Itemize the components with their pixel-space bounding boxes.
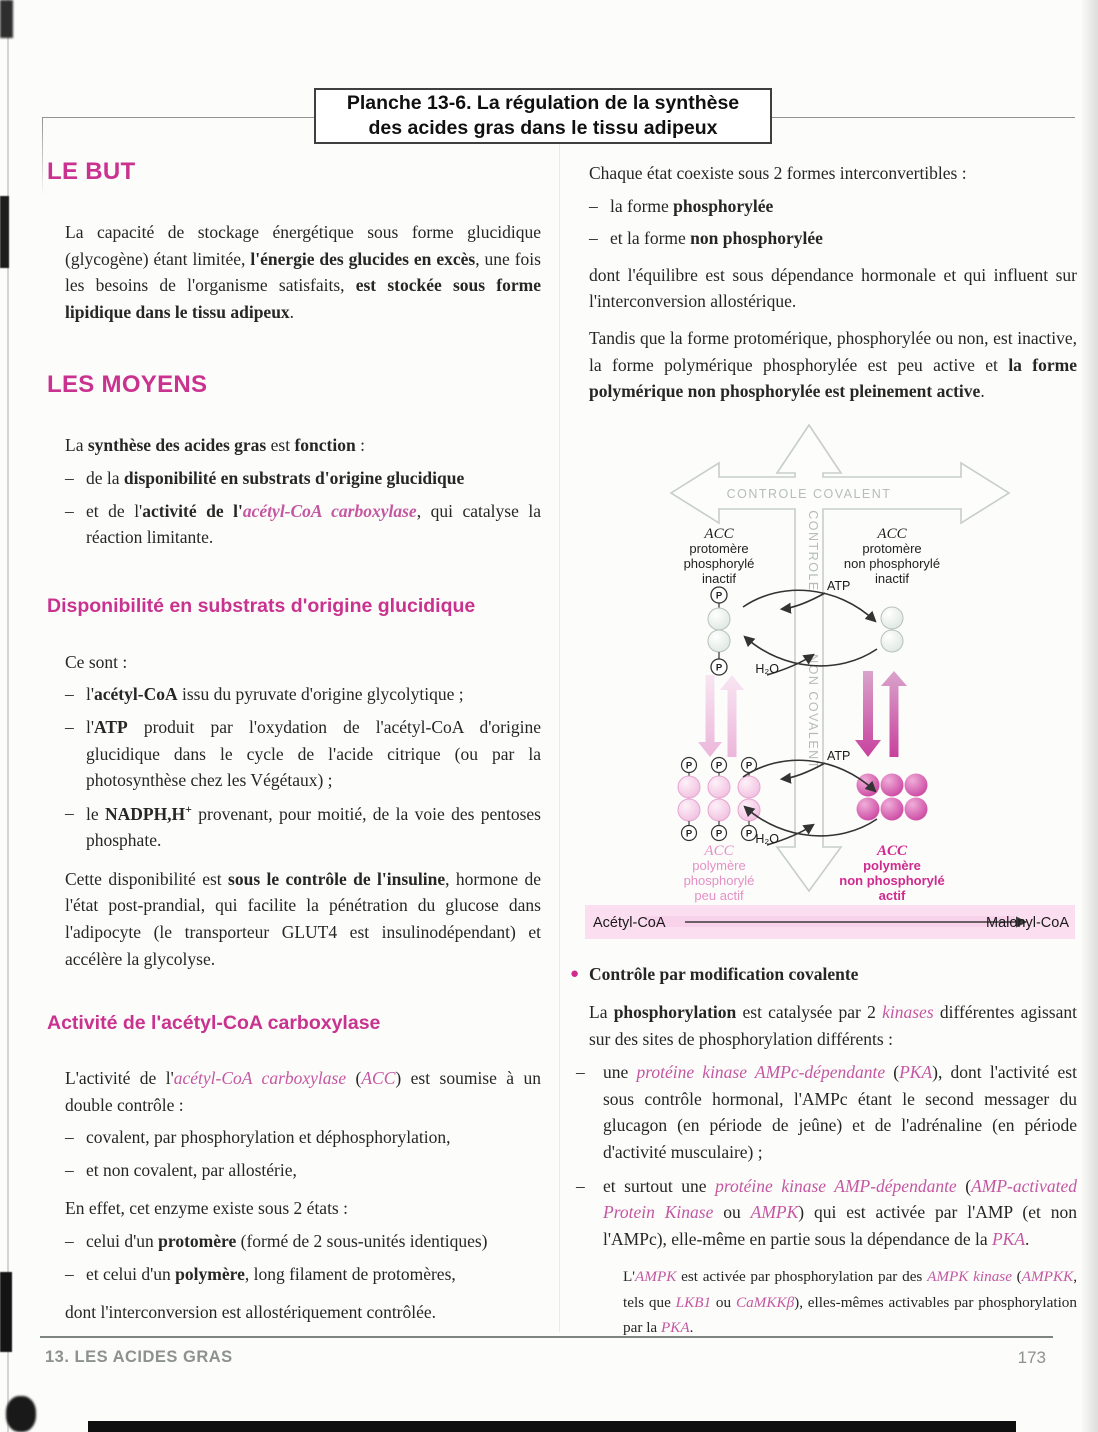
- list-item: – l'ATP produit par l'oxydation de l'acétyl-CoA d'origine glucidique dans le cycle de l'acide citrique (ou par la photosynthèse chez les Végétaux) ;: [65, 714, 541, 794]
- chapter-footer: 13. LES ACIDES GRAS: [45, 1348, 233, 1366]
- list-item: – celui d'un protomère (formé de 2 sous-unités identiques): [65, 1228, 541, 1255]
- svg-text:P: P: [745, 760, 753, 772]
- dash-marker: –: [589, 195, 598, 216]
- dash-marker: –: [65, 1127, 74, 1148]
- plate-title-line1: Planche 13-6. La régulation de la synthèse: [346, 91, 740, 114]
- svg-text:ACC: ACC: [704, 525, 734, 542]
- svg-text:P: P: [685, 828, 693, 840]
- svg-text:non phosphorylé: non phosphorylé: [839, 872, 945, 888]
- paragraph-formes-actives: Tandis que la forme protomérique, phosphorylée ou non, est inactive, la forme polymérique phosphorylée est peu active et la forme polymérique non phosphorylée est pleinement active.: [589, 327, 1077, 402]
- bullet-icon: ●: [570, 965, 580, 982]
- list-item: – et surtout une protéine kinase AMP-dépendante (AMP-activated Protein Kinase ou AMPK) qui est activée par l'AMP (et non l'AMPc), elle-même en partie sous la dépendance de la PKA.: [576, 1173, 1077, 1253]
- paragraph-deux-etats: En effet, cet enzyme existe sous 2 états :: [65, 1198, 348, 1219]
- left-column: [47, 146, 541, 1326]
- plate-title-line2: des acides gras dans le tissu adipeux: [368, 117, 718, 139]
- protomer-nonphosphorylated-graphic: [881, 607, 903, 652]
- polymer-nonphosphorylated-graphic: [857, 773, 928, 820]
- svg-text:non phosphorylé: non phosphorylé: [843, 555, 941, 571]
- list-item: – l'acétyl-CoA issu du pyruvate d'origine glycolytique ;: [65, 681, 541, 708]
- covalent-control-label: CONTROLE COVALENT: [726, 486, 892, 501]
- list-item: – le NADPH,H+ provenant, pour moitié, de la voie des pentoses phosphate.: [65, 800, 541, 854]
- dash-marker: –: [65, 1263, 74, 1284]
- svg-text:phosphorylé: phosphorylé: [683, 555, 755, 571]
- paragraph-phosphorylation: La phosphorylation est catalysée par 2 kinases différentes agissant sur des sites de phosphorylation différents :: [589, 1002, 1077, 1049]
- heading-les-moyens: LES MOYENS: [47, 371, 208, 399]
- svg-text:inactif: inactif: [702, 570, 736, 586]
- paragraph-ce-sont: Ce sont :: [65, 651, 128, 672]
- svg-text:ACC: ACC: [704, 842, 734, 859]
- list-item: – et de l'activité de l'acétyl-CoA carboxylase, qui catalyse la réaction limitante.: [65, 498, 541, 551]
- list-item: – et celui d'un polymère, long filament de protomères,: [65, 1261, 541, 1288]
- page-number: 173: [1017, 1348, 1046, 1367]
- paragraph-etats-intro: Chaque état coexiste sous 2 formes interconvertibles :: [589, 163, 967, 183]
- heading-le-but: LE BUT: [47, 158, 136, 185]
- heading-disponibilite: Disponibilité en substrats d'origine glucidique: [47, 594, 476, 617]
- dash-marker: –: [65, 684, 74, 705]
- scan-edge-artifact: [88, 1421, 1016, 1432]
- allosteric-arrows-left: [698, 675, 744, 757]
- right-column: [570, 146, 1078, 1340]
- list-item: – une protéine kinase AMPc-dépendante (PKA), dont l'activité est sous contrôle hormonal, l'AMPc étant le second messager du glucagon (en période de jeûne) et de l'adrénaline (en période d'activité musculaire) ;: [576, 1059, 1077, 1165]
- column-divider: [559, 128, 560, 1332]
- non-covalent-label: NON COVALENT: [806, 653, 820, 770]
- ampk-note: L'AMPK est activée par phosphorylation par des AMPK kinase (AMPKK, tels que LKB1 ou CaMKKβ), elles-mêmes activables par phosphorylation par la PKA.: [623, 1268, 1078, 1336]
- frame-left-rule: [42, 117, 43, 197]
- label-polymer-nonphosphorylated: [839, 843, 944, 903]
- svg-text:P: P: [715, 662, 723, 674]
- scan-edge-artifact: [0, 1272, 12, 1352]
- allosteric-arrows-right: [855, 671, 907, 757]
- list-item: – de la disponibilité en substrats d'origine glucidique: [65, 465, 541, 492]
- svg-text:inactif: inactif: [875, 570, 909, 586]
- acc-regulation-diagram: [585, 419, 1075, 939]
- polymer-phosphorylated-graphic: [678, 757, 760, 840]
- svg-text:phosphorylé: phosphorylé: [683, 872, 755, 888]
- svg-text:protomère: protomère: [689, 540, 749, 556]
- paragraph-moyens-intro: La synthèse des acides gras est fonction :: [65, 435, 365, 456]
- label-protomer-nonphosphorylated: [844, 526, 940, 586]
- scan-edge-artifact: [0, 196, 9, 268]
- svg-text:actif: actif: [878, 887, 906, 903]
- dash-marker: –: [65, 1231, 74, 1252]
- svg-text:ACC: ACC: [876, 842, 908, 859]
- plate-title-box: [314, 88, 772, 144]
- footer-rule: [40, 1336, 1053, 1338]
- dash-marker: –: [576, 1062, 585, 1083]
- dash-marker: –: [65, 802, 74, 823]
- dash-marker: –: [589, 228, 598, 249]
- paragraph-acc-intro: L'activité de l'acétyl-CoA carboxylase (ACC) est soumise à un double contrôle :: [65, 1068, 541, 1115]
- dash-marker: –: [576, 1175, 585, 1196]
- acetyl-coa-label: Acétyl-CoA: [593, 914, 666, 931]
- protomer-phosphorylated-graphic: [708, 587, 730, 675]
- svg-text:P: P: [745, 828, 753, 840]
- svg-text:polymère: polymère: [863, 857, 921, 873]
- svg-text:P: P: [715, 828, 723, 840]
- svg-text:P: P: [715, 760, 723, 772]
- paragraph-insuline: Cette disponibilité est sous le contrôle de l'insuline, hormone de l'état post-prandial, qui facilite la pénétration du glucose dans l'adipocyte (le transporteur GLUT4 est insulinodépendant) et accélère la glycolyse.: [65, 868, 541, 969]
- list-item: – et non covalent, par allostérie,: [65, 1157, 541, 1184]
- paragraph-interconversion: dont l'interconversion est allostériquement contrôlée.: [65, 1302, 437, 1323]
- scan-edge-artifact: [1080, 0, 1098, 1432]
- list-item: – covalent, par phosphorylation et déphosphorylation,: [65, 1124, 541, 1151]
- h2o-label: H₂O: [755, 661, 779, 676]
- svg-text:P: P: [685, 760, 693, 772]
- label-protomer-phosphorylated: [684, 526, 755, 586]
- atp-label: ATP: [827, 748, 851, 763]
- dash-marker: –: [65, 500, 74, 521]
- acetyl-to-malonyl-band: [585, 905, 1075, 939]
- paragraph-but: La capacité de stockage énergétique sous forme glucidique (glycogène) étant limitée, l'énergie des glucides en excès, une fois les besoins de l'organisme satisfaits, est stockée sous forme lipidique dans le tissu adipeux.: [65, 222, 541, 322]
- controle-vertical-label: CONTROLE: [806, 510, 820, 592]
- svg-text:P: P: [715, 590, 723, 602]
- paragraph-equilibre: dont l'équilibre est sous dépendance hormonale et qui influent sur l'interconversion allostérique.: [589, 264, 1077, 312]
- covalent-control-heading: ● Contrôle par modification covalente: [570, 961, 1077, 987]
- atp-label: ATP: [827, 578, 851, 593]
- svg-text:polymère: polymère: [692, 857, 746, 873]
- h2o-label: H₂O: [755, 831, 779, 846]
- list-item: – la forme phosphorylée: [589, 193, 1077, 220]
- dash-marker: –: [65, 1159, 74, 1180]
- svg-text:peu actif: peu actif: [694, 887, 744, 903]
- diagram-svg: [585, 419, 1075, 939]
- scan-edge-artifact: [6, 1396, 36, 1432]
- dash-marker: –: [65, 716, 74, 737]
- list-item: – et la forme non phosphorylée: [589, 225, 1077, 252]
- dash-marker: –: [65, 467, 74, 488]
- svg-text:protomère: protomère: [862, 540, 922, 556]
- svg-text:ACC: ACC: [877, 525, 907, 542]
- malonyl-coa-label: Malonyl-CoA: [986, 914, 1069, 931]
- heading-activite-acc: Activité de l'acétyl-CoA carboxylase: [47, 1012, 381, 1035]
- scan-edge-artifact: [0, 0, 13, 38]
- label-polymer-phosphorylated: [684, 843, 755, 903]
